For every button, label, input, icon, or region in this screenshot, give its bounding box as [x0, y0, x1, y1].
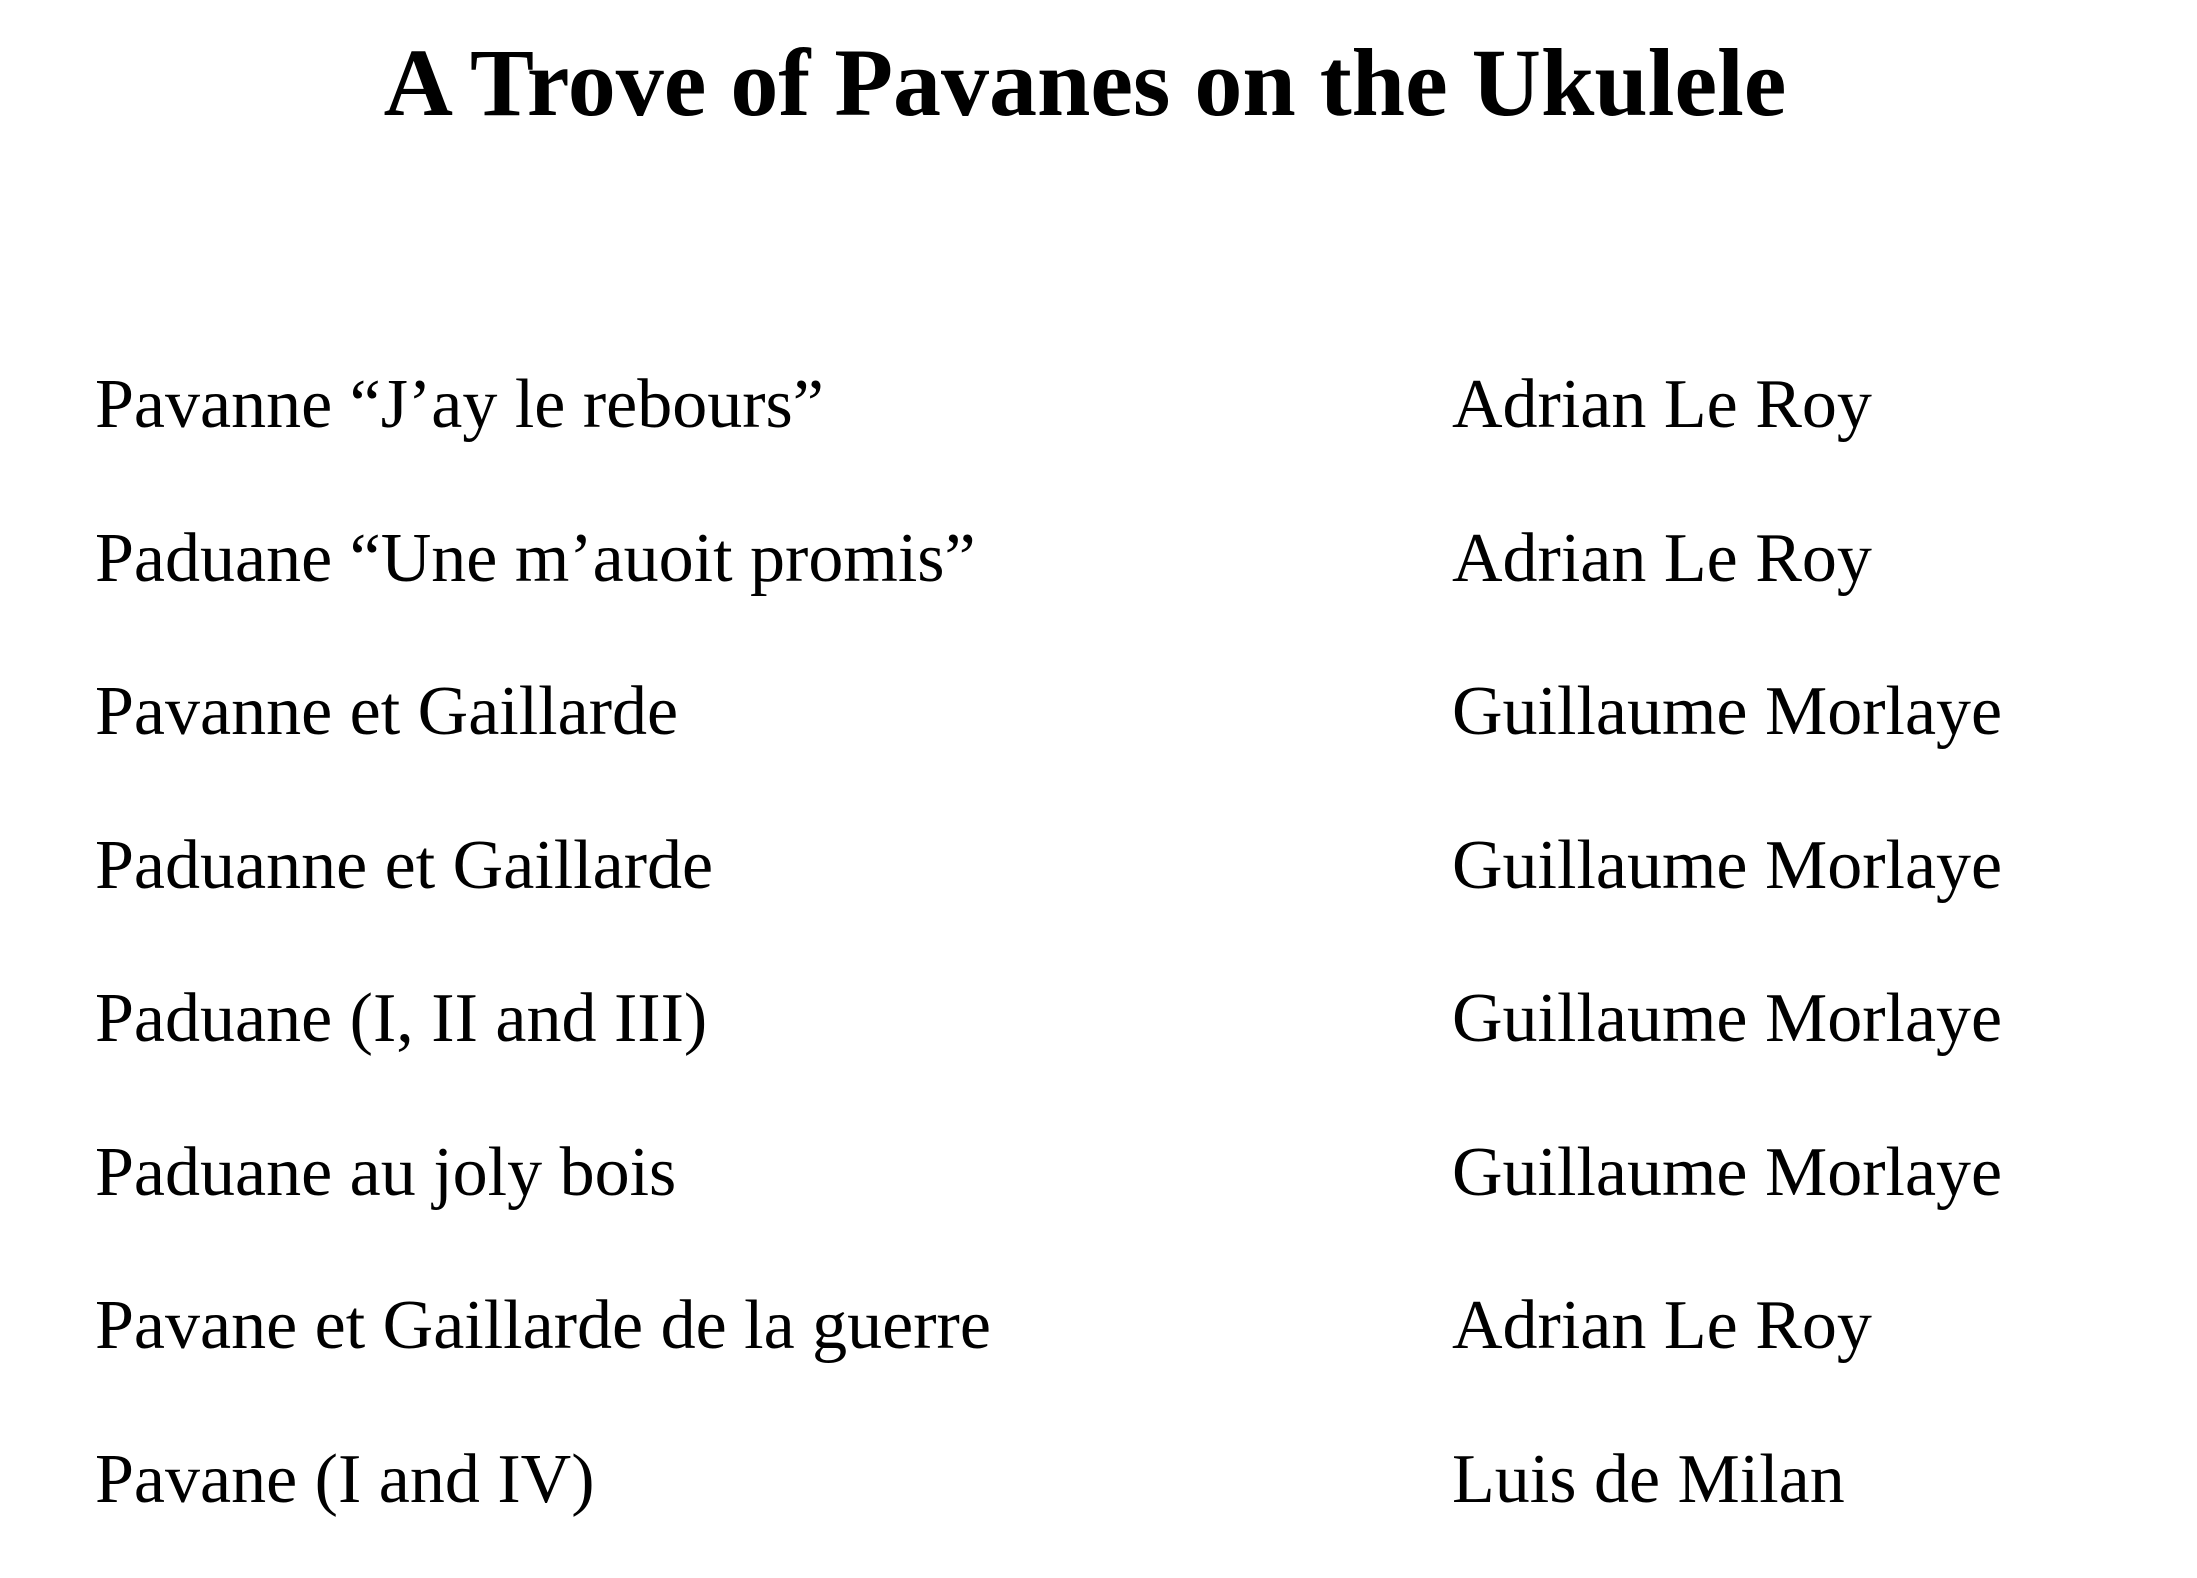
piece-title: Pavanne “J’ay le rebours”: [95, 350, 824, 460]
contents-list: [95, 350, 2095, 1578]
list-item: [95, 1425, 2095, 1578]
composer-name: Adrian Le Roy: [1452, 1271, 1872, 1381]
piece-title: Paduanne et Gaillarde: [95, 811, 713, 921]
list-item: [95, 504, 2095, 658]
composer-name: Guillaume Morlaye: [1452, 1118, 2002, 1228]
list-item: [95, 657, 2095, 811]
composer-name: Adrian Le Roy: [1452, 504, 1872, 614]
list-item: [95, 964, 2095, 1118]
list-item: [95, 1118, 2095, 1272]
piece-title: Paduane “Une m’auoit promis”: [95, 504, 976, 614]
list-item: [95, 1271, 2095, 1425]
composer-name: Guillaume Morlaye: [1452, 964, 2002, 1074]
composer-name: Guillaume Morlaye: [1452, 657, 2002, 767]
piece-title: Paduane au joly bois: [95, 1118, 676, 1228]
page-title: A Trove of Pavanes on the Ukulele: [0, 18, 2170, 148]
piece-title: Pavanne et Gaillarde: [95, 657, 678, 767]
composer-name: Adrian Le Roy: [1452, 350, 1872, 460]
list-item: [95, 350, 2095, 504]
composer-name: Guillaume Morlaye: [1452, 811, 2002, 921]
list-item: [95, 811, 2095, 965]
piece-title: Pavane et Gaillarde de la guerre: [95, 1271, 991, 1381]
piece-title: Pavane (I and IV): [95, 1425, 595, 1535]
piece-title: Paduane (I, II and III): [95, 964, 707, 1074]
composer-name: Luis de Milan: [1452, 1425, 1845, 1535]
